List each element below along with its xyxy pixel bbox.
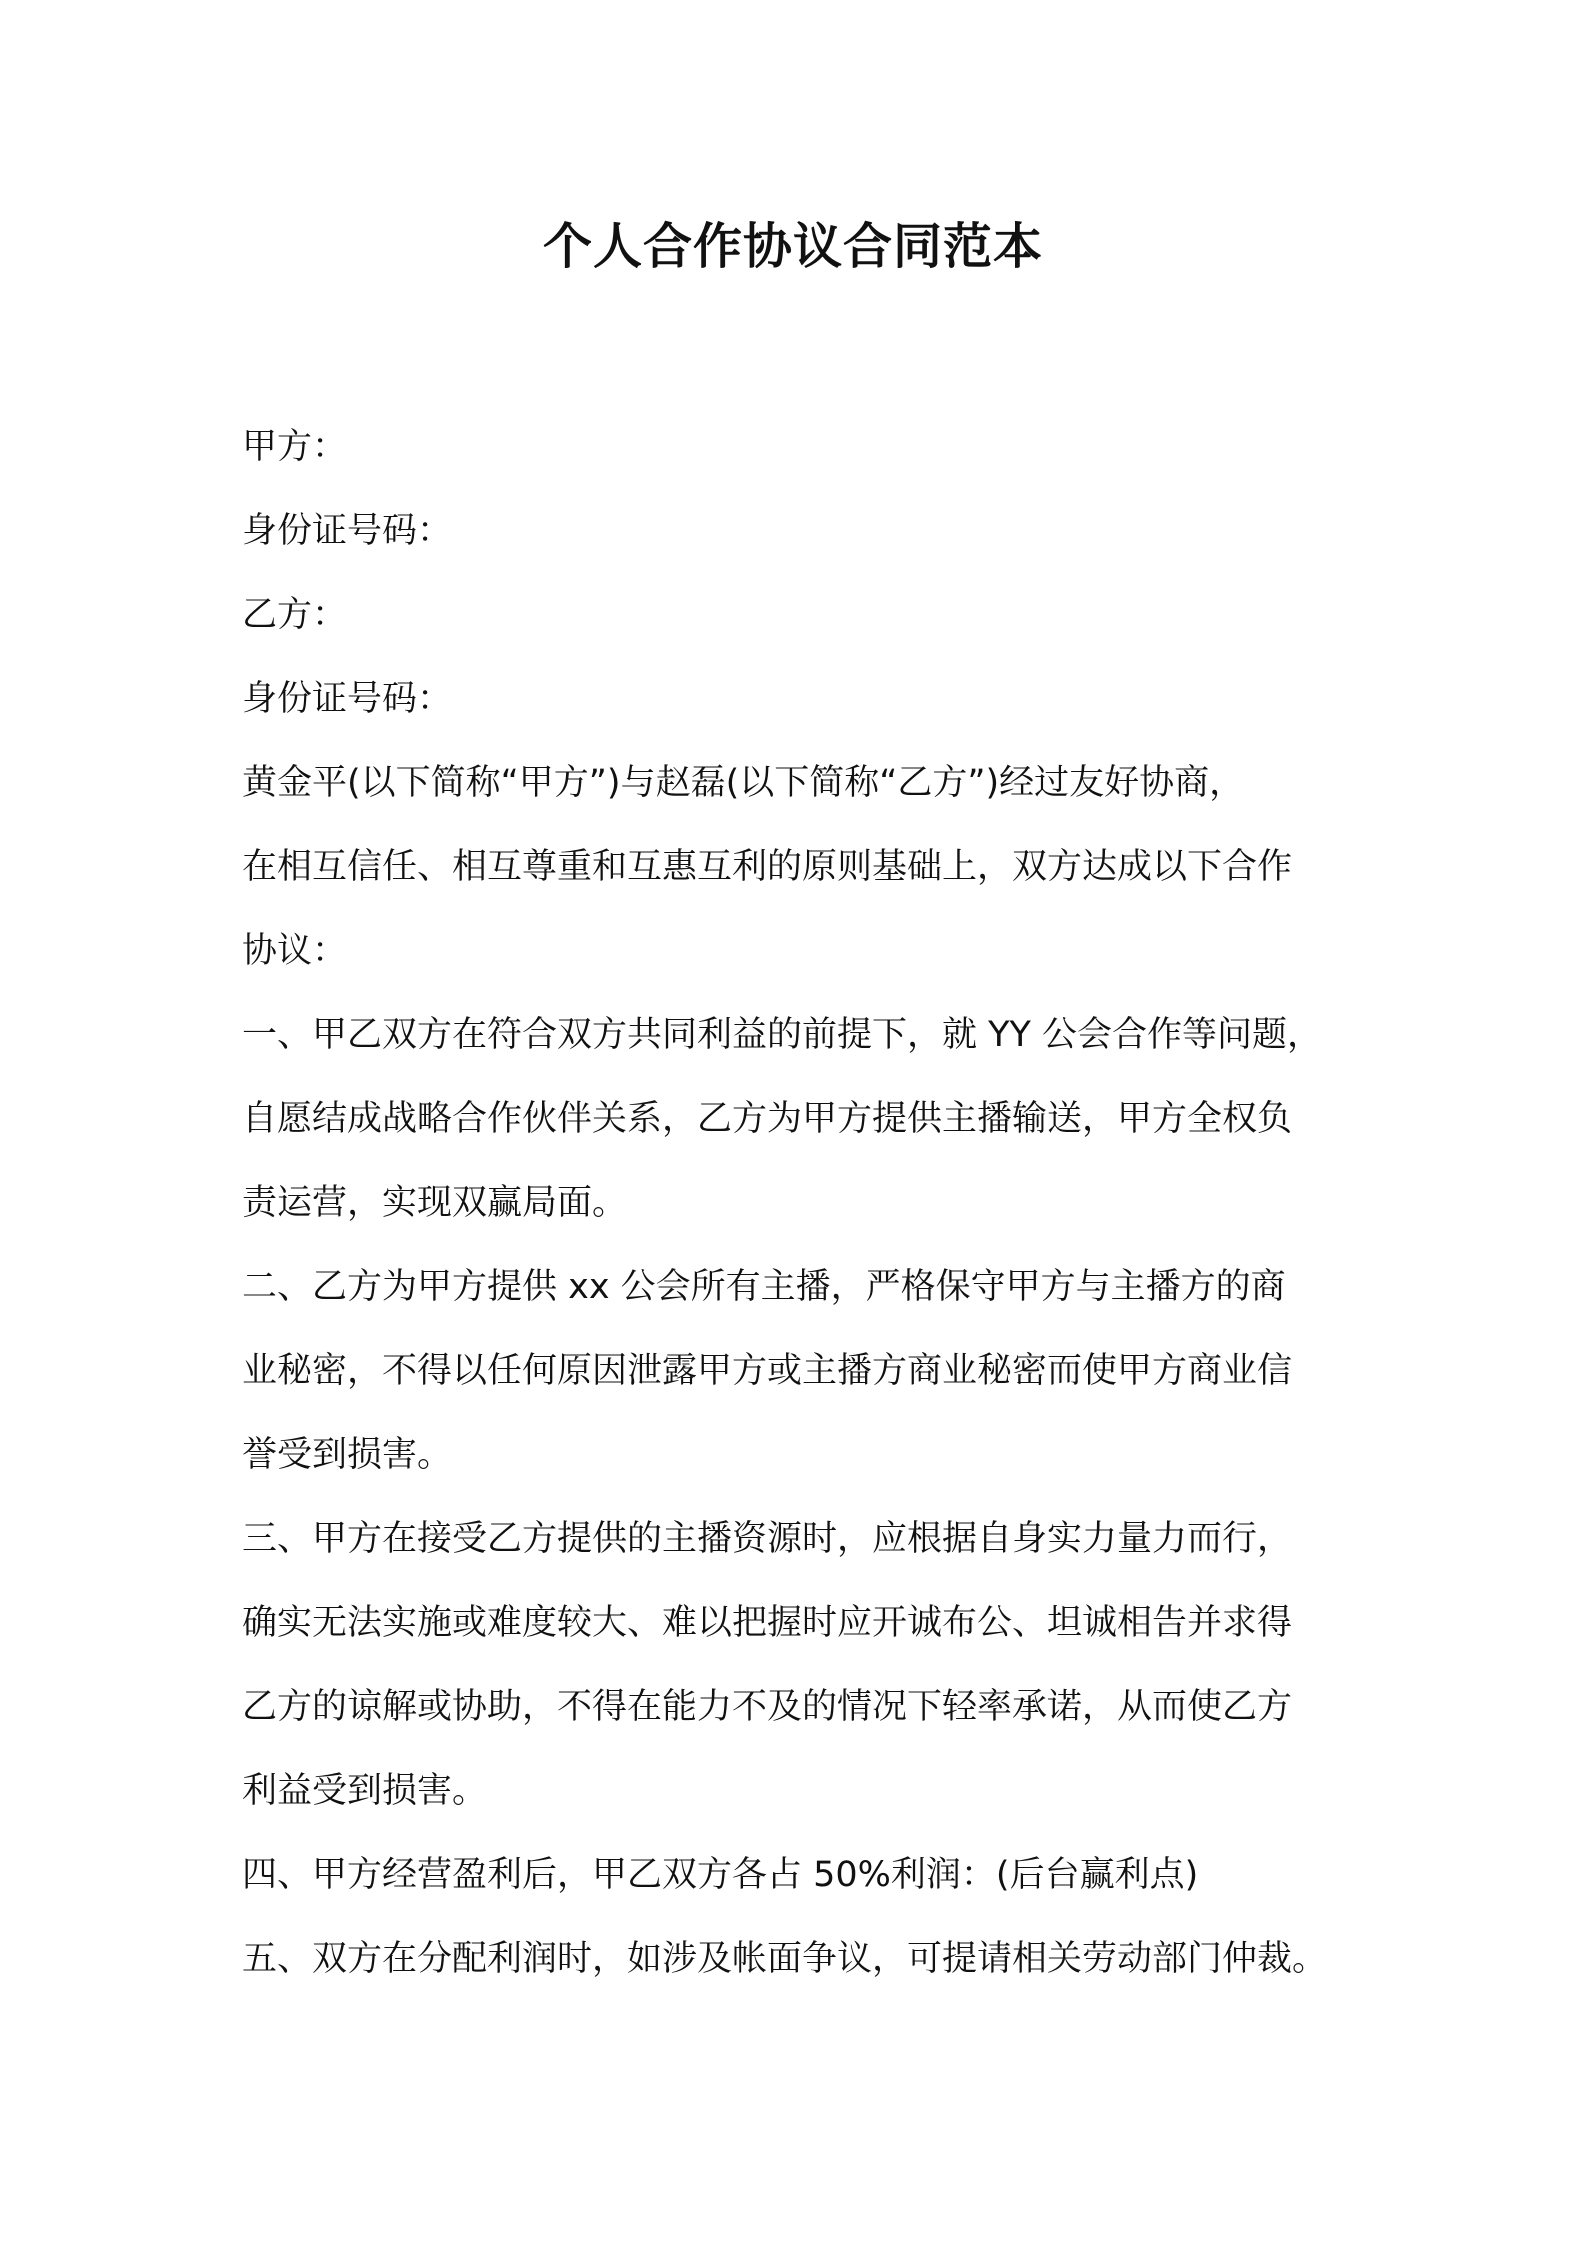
clause-1-line-2: 自愿结成战略合作伙伴关系，乙方为甲方提供主播输送，甲方全权负 (242, 1099, 1293, 1139)
party-b-line: 乙方： (242, 595, 348, 635)
clause-2-line-1: 二、乙方为甲方提供 xx 公会所有主播，严格保守甲方与主播方的商 (242, 1267, 1286, 1307)
document-body (242, 405, 1364, 2001)
clause-2-line-2: 业秘密，不得以任何原因泄露甲方或主播方商业秘密而使甲方商业信 (242, 1351, 1293, 1391)
party-a-id-line: 身份证号码： (242, 511, 453, 551)
preamble-line-1: 黄金平(以下简称“甲方”)与赵磊(以下简称“乙方”)经过友好协商， (242, 763, 1245, 803)
clause-4-line-1: 四、甲方经营盈利后，甲乙双方各占 50%利润：(后台赢利点) (242, 1855, 1199, 1895)
clause-1-line-3: 责运营，实现双赢局面。 (242, 1183, 628, 1223)
clause-3-line-4: 利益受到损害。 (242, 1771, 488, 1811)
preamble-line-2: 在相互信任、相互尊重和互惠互利的原则基础上，双方达成以下合作 (242, 847, 1293, 887)
clause-3-line-2: 确实无法实施或难度较大、难以把握时应开诚布公、坦诚相告并求得 (242, 1603, 1293, 1643)
party-b-id-line: 身份证号码： (242, 679, 453, 719)
clause-1-line-1: 一、甲乙双方在符合双方共同利益的前提下，就 YY 公会合作等问题， (242, 1015, 1323, 1055)
clause-2-line-3: 誉受到损害。 (242, 1435, 453, 1475)
clause-5-line-1: 五、双方在分配利润时，如涉及帐面争议，可提请相关劳动部门仲裁。 (242, 1939, 1328, 1979)
clause-3-line-3: 乙方的谅解或协助，不得在能力不及的情况下轻率承诺，从而使乙方 (242, 1687, 1293, 1727)
party-a-line: 甲方： (242, 427, 348, 467)
document-title: 个人合作协议合同范本 (542, 218, 1043, 275)
preamble-line-3: 协议： (242, 931, 348, 971)
clause-3-line-1: 三、甲方在接受乙方提供的主播资源时，应根据自身实力量力而行， (242, 1519, 1293, 1559)
